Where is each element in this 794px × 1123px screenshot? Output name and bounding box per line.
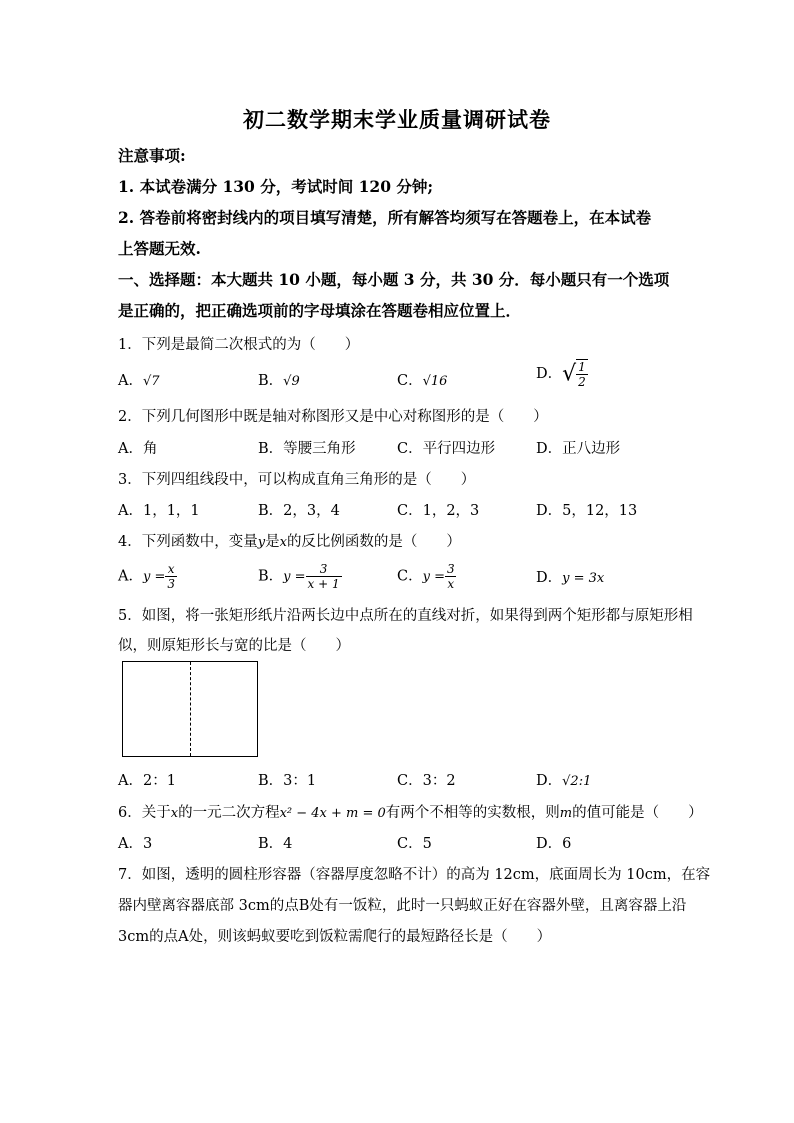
q4-option-b-den: x + 1 (307, 577, 340, 591)
q2-option-a: A．角 (118, 441, 158, 457)
notice-item-1: 1. 本试卷满分 130 分，考试时间 120 分钟; (118, 177, 434, 196)
q1-option-a-expr: √7 (142, 374, 160, 389)
notice-item-2b: 上答题无效. (118, 239, 201, 258)
q4-option-b-label: B． (258, 568, 284, 585)
q4-option-c-den: x (447, 577, 455, 591)
q6-stem (118, 801, 703, 822)
q4-option-b-lhs: y = (283, 569, 306, 585)
q6-option-b: B．4 (258, 836, 293, 852)
q1-option-d (536, 359, 588, 389)
q1-option-a-label: A． (118, 373, 143, 389)
q1-option-d-label: D． (536, 366, 563, 382)
q4-option-d (536, 566, 604, 587)
q5-option-a: A．2：1 (118, 773, 176, 789)
q3-stem: 3．下列四组线段中，可以构成直角三角形的是（ ） (118, 472, 476, 488)
q6-option-c: C．5 (397, 836, 432, 852)
page-title: 初二数学期末学业质量调研试卷 (243, 107, 551, 132)
section-1-line-2: 是正确的，把正确选项前的字母填涂在答题卷相应位置上． (118, 301, 522, 320)
q1-option-c (397, 369, 447, 390)
q4-option-b (258, 562, 342, 591)
q2-option-c: C．平行四边形 (397, 441, 496, 457)
q7-stem-line-3: 3cm的点A处，则该蚂蚁要吃到饭粒需爬行的最短路径长是（ ） (118, 929, 552, 945)
q6-stem-b: 的一元二次方程 (178, 805, 280, 821)
q1-option-d-den: 2 (578, 375, 586, 389)
q5-fold-line (190, 662, 191, 756)
q6-option-d: D．6 (536, 836, 572, 852)
q4-option-a-num: x (167, 562, 175, 576)
q5-option-d-expr: √2:1 (562, 774, 592, 789)
q1-option-c-label: C． (397, 373, 423, 389)
q4-option-c-lhs: y = (422, 569, 445, 585)
sqrt-sign-icon: √ (562, 361, 577, 387)
q4-option-b-num: 3 (319, 562, 328, 576)
q3-option-c: C．1，2，3 (397, 503, 480, 519)
q4-stem-a: 4．下列函数中，变量 (118, 534, 258, 550)
q1-option-b-expr: √9 (283, 374, 300, 389)
q4-option-a-frac (165, 562, 177, 591)
q6-option-a: A．3 (118, 836, 153, 852)
q4-option-d-expr: y = 3x (562, 571, 605, 586)
q6-stem-c: 有两个不相等的实数根，则 (385, 805, 560, 821)
q4-option-b-frac (306, 562, 342, 591)
q4-var-y: y (257, 535, 266, 550)
q4-option-a-label: A． (118, 568, 143, 585)
q2-option-d: D．正八边形 (536, 441, 621, 457)
q4-option-c (397, 562, 457, 591)
q4-var-x: x (279, 535, 287, 550)
q6-equation: x² − 4x + m = 0 (279, 806, 386, 821)
q1-option-b (258, 369, 300, 390)
q4-stem-c: 的反比例函数的是（ ） (286, 534, 461, 550)
q1-option-b-label: B． (258, 373, 284, 389)
q3-option-a: A．1，1，1 (118, 503, 200, 519)
q4-stem-b: 是 (265, 534, 280, 550)
q7-stem-line-1: 7．如图，透明的圆柱形容器（容器厚度忽略不计）的高为 12cm，底面周长为 10cm，在容 (118, 867, 711, 883)
q1-option-a (118, 369, 160, 390)
q6-var-m: m (559, 806, 573, 821)
q4-option-d-label: D． (536, 570, 563, 586)
q5-option-d-label: D． (536, 773, 563, 789)
notice-item-2a: 2. 答卷前将密封线内的项目填写清楚，所有解答均须写在答题卷上，在本试卷 (118, 208, 652, 227)
q4-option-a-lhs: y = (142, 569, 166, 585)
q2-option-b: B．等腰三角形 (258, 441, 356, 457)
q5-option-b: B．3：1 (258, 773, 317, 789)
q7-stem-line-2: 器内壁离容器底部 3cm的点B处有一饭粒，此时一只蚂蚁正好在容器外壁，且离容器上沿 (118, 898, 687, 914)
q6-stem-a: 6．关于 (118, 805, 171, 821)
q4-option-a (118, 562, 177, 591)
q5-rectangle-figure (122, 661, 258, 757)
q6-var-x: x (170, 806, 179, 821)
q5-option-c: C．3：2 (397, 773, 456, 789)
q3-option-d: D．5，12，13 (536, 503, 638, 519)
q5-stem-line-2: 似，则原矩形长与宽的比是（ ） (118, 638, 350, 654)
section-1-line-1: 一、选择题：本大题共 10 小题，每小题 3 分，共 30 分．每小题只有一个选项 (118, 270, 670, 289)
q4-option-c-label: C． (397, 568, 423, 585)
q4-option-c-num: 3 (446, 562, 455, 576)
q1-option-d-num: 1 (578, 360, 586, 374)
q5-stem-line-1: 5．如图，将一张矩形纸片沿两长边中点所在的直线对折，如果得到两个矩形都与原矩形相 (118, 608, 693, 624)
notice-header: 注意事项: (118, 146, 186, 165)
q6-stem-d: 的值可能是（ ） (572, 805, 703, 821)
q4-option-c-frac (445, 562, 457, 591)
q4-stem (118, 530, 678, 551)
q1-option-c-expr: √16 (422, 374, 448, 389)
q2-stem: 2．下列几何图形中既是轴对称图形又是中心对称图形的是（ ） (118, 409, 548, 425)
q5-option-d (536, 769, 591, 790)
q4-option-a-den: 3 (167, 577, 175, 591)
q1-option-d-frac (576, 359, 588, 389)
q3-option-b: B．2，3，4 (258, 503, 340, 519)
q1-stem: 1．下列是最简二次根式的为（ ） (118, 337, 360, 353)
